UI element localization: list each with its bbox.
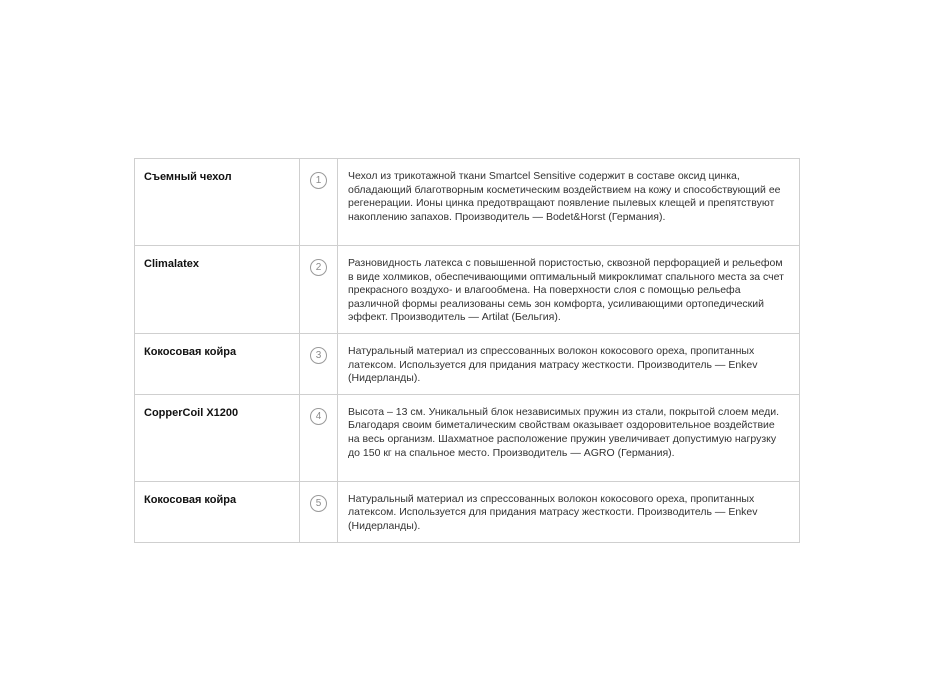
layer-description: Высота – 13 см. Уникальный блок независимых пружин из стали, покрытой слоем меди. Благодаря своим биметалическим свойствам оказывает оздоровительное воздействие на весь организм. Шахматное расположение пружин увеличивает допустимую нагрузку до 150 кг на спальное место. Производитель — AGRO (Германия). bbox=[338, 394, 800, 481]
layer-description: Натуральный материал из спрессованных волокон кокосового ореха, пропитанных латексом. Используется для придания матрасу жесткости. Производитель — Enkev (Нидерланды). bbox=[338, 481, 800, 542]
layer-name: Кокосовая койра bbox=[135, 333, 300, 394]
table-row bbox=[135, 394, 800, 481]
table-row bbox=[135, 246, 800, 334]
layer-number-badge: 5 bbox=[310, 495, 327, 512]
table-row bbox=[135, 481, 800, 542]
table-row bbox=[135, 333, 800, 394]
layers-spec-table bbox=[134, 158, 800, 543]
layer-number-badge: 4 bbox=[310, 408, 327, 425]
layer-description: Разновидность латекса с повышенной пористостью, сквозной перфорацией и рельефом в виде холмиков, обеспечивающими оптимальный микроклимат спального места за счет прекрасного воздухо- и влагообмена. На поверхности слоя с помощью рельефа различной формы реализованы семь зон комфорта, усиливающими ортопедический эффект. Производитель — Artilat (Бельгия). bbox=[338, 246, 800, 334]
layer-number-badge: 1 bbox=[310, 172, 327, 189]
layer-description: Чехол из трикотажной ткани Smartcel Sensitive содержит в составе оксид цинка, обладающий благотворным косметическим воздействием на кожу и способствующий ее регенерации. Ионы цинка предотвращают появление пылевых клещей и препятствуют накоплению запахов. Производитель — Bodet&Horst (Германия). bbox=[338, 159, 800, 246]
layer-name: CopperCoil X1200 bbox=[135, 394, 300, 481]
layer-number-badge: 2 bbox=[310, 259, 327, 276]
table-row bbox=[135, 159, 800, 246]
layer-name: Съемный чехол bbox=[135, 159, 300, 246]
layer-number-badge: 3 bbox=[310, 347, 327, 364]
layer-name: Climalatex bbox=[135, 246, 300, 334]
layer-name: Кокосовая койра bbox=[135, 481, 300, 542]
layer-description: Натуральный материал из спрессованных волокон кокосового ореха, пропитанных латексом. Используется для придания матрасу жесткости. Производитель — Enkev (Нидерланды). bbox=[338, 333, 800, 394]
